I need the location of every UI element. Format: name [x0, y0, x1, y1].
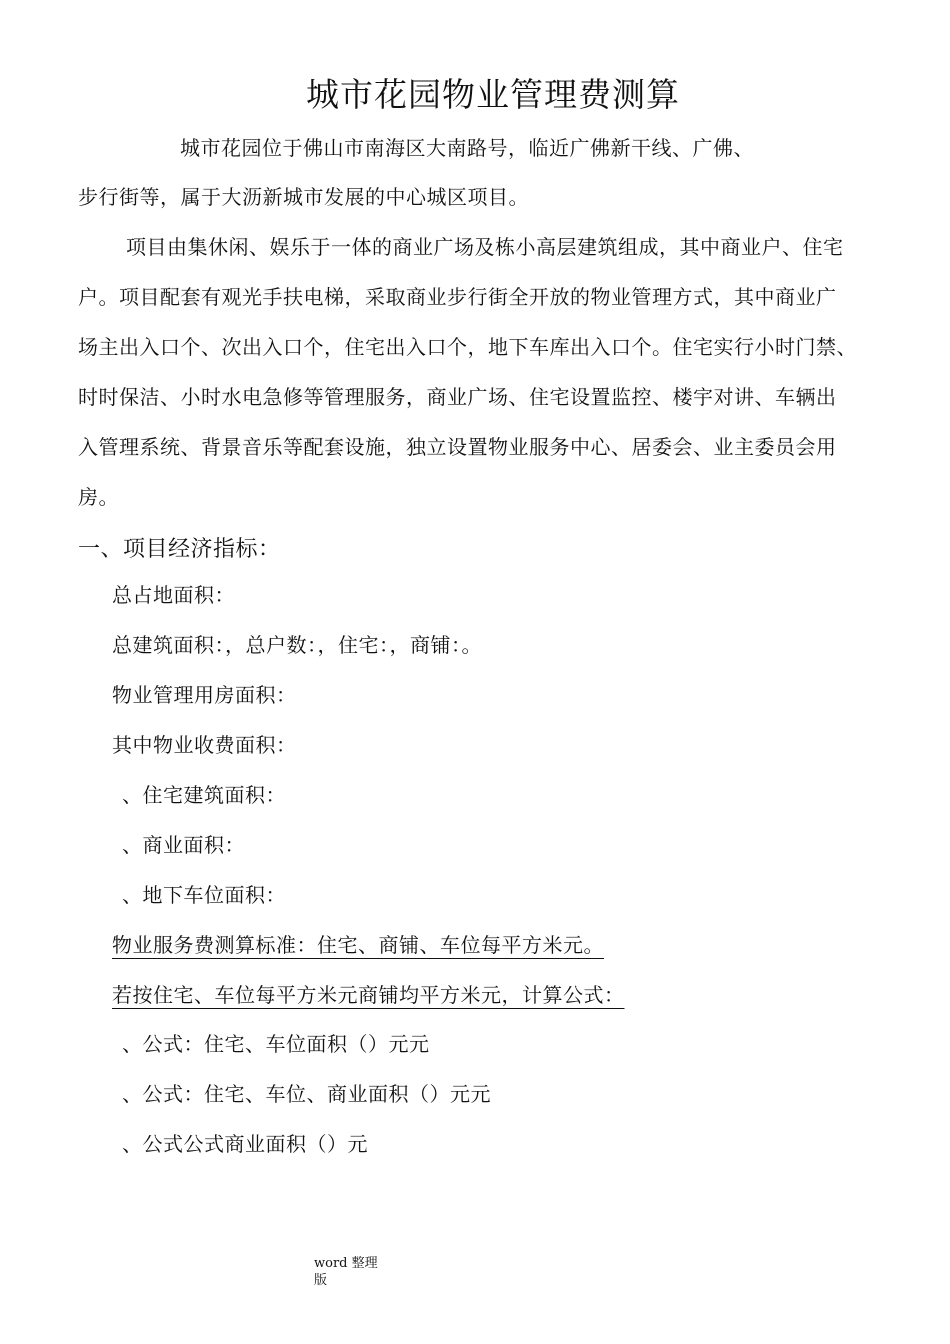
intro-line: 入管理系统、背景音乐等配套设施，独立设置物业服务中心、居委会、业主委员会用	[78, 435, 837, 459]
sub-item: 、地下车位面积：	[122, 883, 286, 907]
footer-note	[314, 1255, 384, 1289]
formula-item: 、公式：住宅、车位面积（）元元	[122, 1032, 430, 1056]
footer-line: word 整理	[314, 1256, 378, 1271]
intro-line: 城市花园位于佛山市南海区大南路号，临近广佛新干线、广佛、	[180, 136, 754, 160]
intro-line: 项目由集休闲、娱乐于一体的商业广场及栋小高层建筑组成，其中商业户、住宅	[126, 235, 844, 259]
fee-standard: 物业服务费测算标准：住宅、商铺、车位每平方米元。	[112, 933, 604, 957]
indicator-item: 总建筑面积：，总户数：，住宅：，商铺：。	[112, 633, 482, 657]
indicator-item: 物业管理用房面积：	[112, 683, 297, 707]
formula-intro: 若按住宅、车位每平方米元商铺均平方米元，计算公式：	[112, 983, 625, 1007]
intro-line: 房。	[78, 485, 119, 509]
intro-line: 场主出入口个、次出入口个，住宅出入口个，地下车库出入口个。住宅实行小时门禁、	[78, 335, 857, 359]
indicator-item: 总占地面积：	[112, 583, 235, 607]
sub-item: 、商业面积：	[122, 833, 245, 857]
indicator-item: 其中物业收费面积：	[112, 733, 297, 757]
footer-line: 版	[314, 1273, 328, 1288]
section-heading: 一、项目经济指标：	[78, 537, 281, 562]
intro-line: 户。项目配套有观光手扶电梯，采取商业步行街全开放的物业管理方式，其中商业广	[78, 285, 837, 309]
formula-item: 、公式公式商业面积（）元	[122, 1132, 368, 1156]
intro-line: 时时保洁、小时水电急修等管理服务，商业广场、住宅设置监控、楼宇对讲、车辆出	[78, 385, 837, 409]
formula-item: 、公式：住宅、车位、商业面积（）元元	[122, 1082, 491, 1106]
intro-line: 步行街等，属于大沥新城市发展的中心城区项目。	[78, 185, 529, 209]
sub-item: 、住宅建筑面积：	[122, 783, 286, 807]
document-title: 城市花园物业管理费测算	[306, 75, 680, 114]
